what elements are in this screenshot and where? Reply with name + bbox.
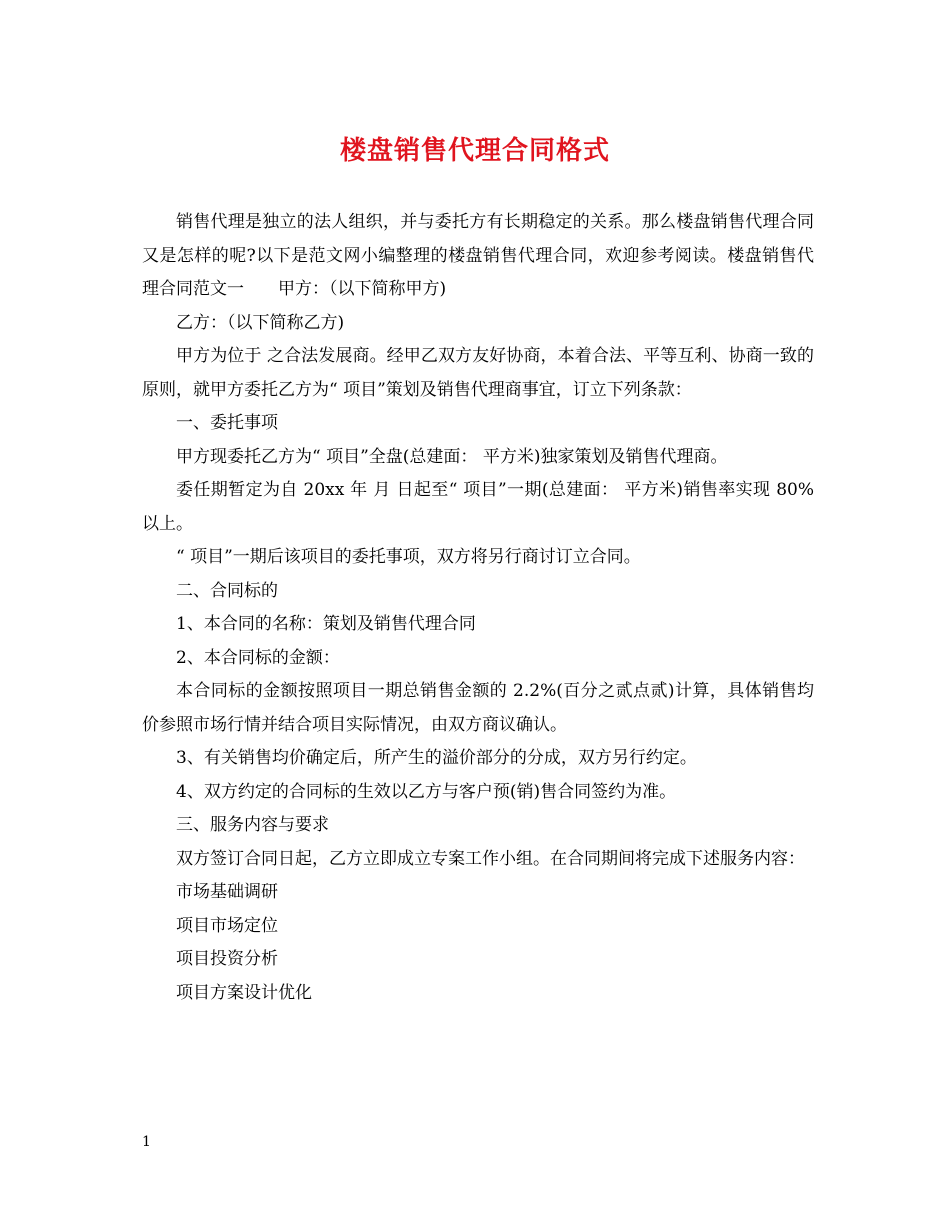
paragraph-delegation: 甲方现委托乙方为“ 项目”全盘(总建面： 平方米)独家策划及销售代理商。 xyxy=(176,446,728,467)
paragraph-later-phase: “ 项目”一期后该项目的委托事项，双方将另行商讨订立合同。 xyxy=(176,547,641,567)
paragraph-service-intro: 双方签订合同日起，乙方立即成立专案工作小组。在合同期间将完成下述服务内容： xyxy=(176,848,805,869)
paragraph-term: 委任期暂定为自 20xx 年 月 日起至“ 项目”一期(总建面： 平方米)销售率实现 80%以上。 xyxy=(142,480,814,534)
paragraph-premium-share: 3、有关销售均价确定后，所产生的溢价部分的分成，双方另行约定。 xyxy=(176,748,697,768)
document-title: 楼盘销售代理合同格式 xyxy=(339,136,610,166)
list-item-design: 项目方案设计优化 xyxy=(176,982,312,1003)
page-number: 1 xyxy=(142,1134,151,1150)
paragraph-intro: 销售代理是独立的法人组织，并与委托方有长期稳定的关系。那么楼盘销售代理合同又是怎样的呢?以下是范文网小编整理的楼盘销售代理合同，欢迎参考阅读。楼盘销售代理合同范文一 甲方：（以下简称甲方) xyxy=(142,212,814,299)
list-item-positioning: 项目市场定位 xyxy=(176,915,278,936)
paragraph-amount-detail: 本合同标的金额按照项目一期总销售金额的 2.2%(百分之贰点贰)计算，具体销售均价参照市场行情并结合项目实际情况，由双方商议确认。 xyxy=(142,681,814,735)
paragraph-preamble: 甲方为位于 之合法发展商。经甲乙双方友好协商，本着合法、平等互利、协商一致的原则，就甲方委托乙方为“ 项目”策划及销售代理商事宜，订立下列条款： xyxy=(142,346,814,400)
list-item-market-research: 市场基础调研 xyxy=(176,882,278,902)
list-item-investment: 项目投资分析 xyxy=(176,949,278,969)
paragraph-party-b: 乙方：（以下简称乙方) xyxy=(176,312,345,333)
paragraph-contract-name: 1、本合同的名称：策划及销售代理合同 xyxy=(176,614,476,634)
document-body xyxy=(142,206,814,1010)
section-heading-1: 一、委托事项 xyxy=(176,413,278,433)
paragraph-contract-amount: 2、本合同标的金额： xyxy=(176,647,340,668)
section-heading-2: 二、合同标的 xyxy=(176,580,278,601)
section-heading-3: 三、服务内容与要求 xyxy=(176,815,329,835)
paragraph-effective: 4、双方约定的合同标的生效以乙方与客户预(销)售合同签约为准。 xyxy=(176,781,677,802)
